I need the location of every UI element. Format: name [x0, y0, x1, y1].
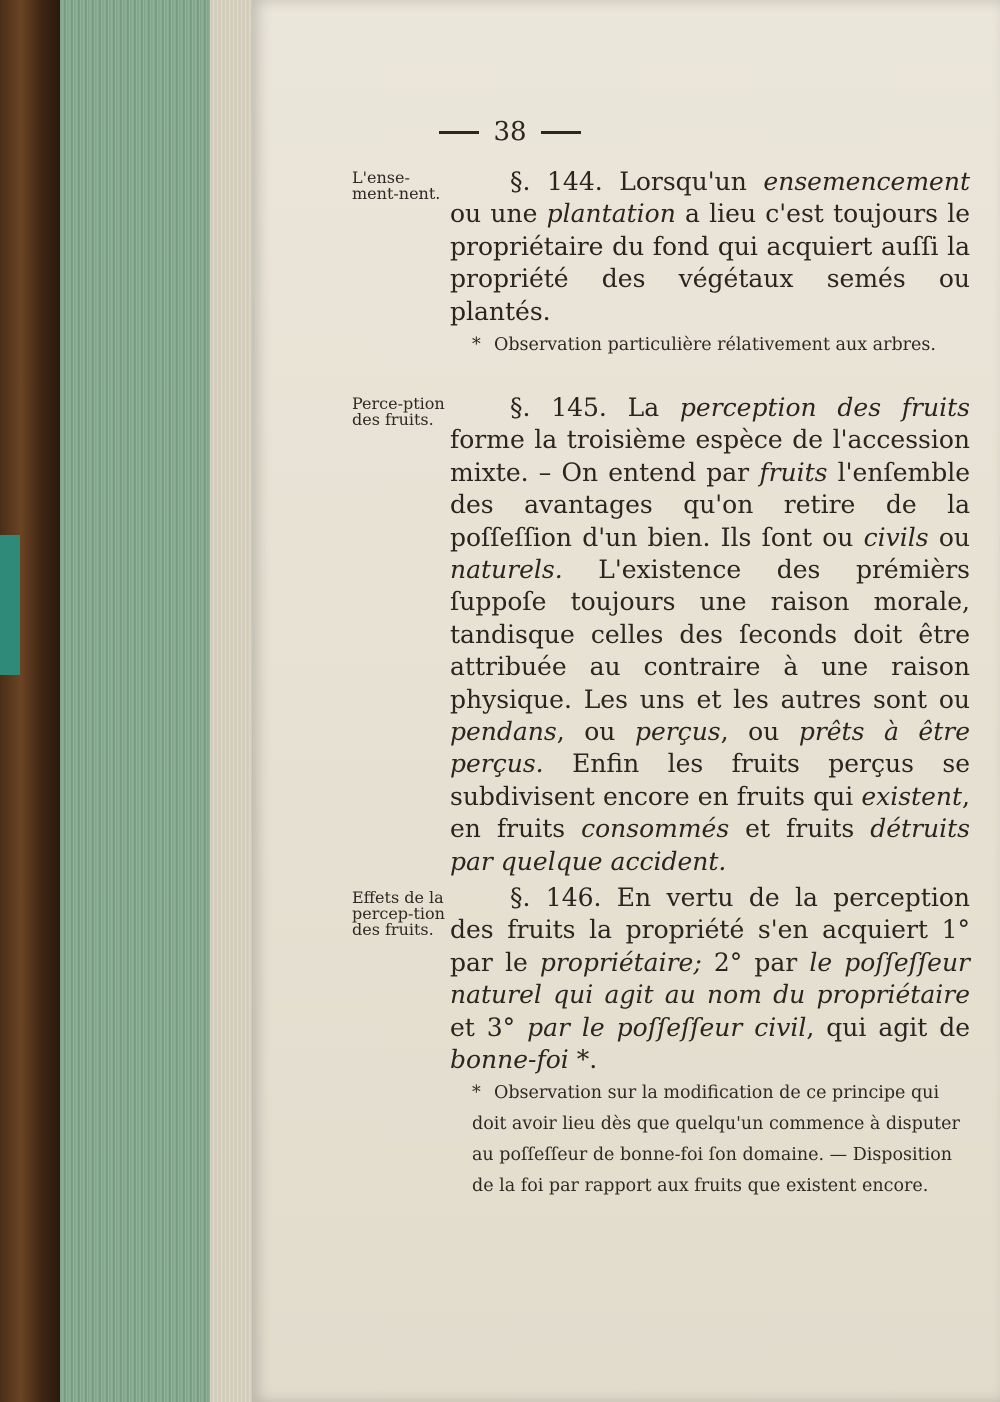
text-run: forme la troisième espèce de l'accession mixte. – On entend par: [450, 425, 970, 487]
text-run: §. 145. La: [510, 393, 680, 422]
text-run: ou: [928, 522, 970, 552]
italic-run: naturels.: [450, 555, 563, 585]
italic-run: bonne-foi: [450, 1045, 569, 1075]
text-run: ou une: [450, 199, 547, 229]
section-146: [450, 882, 970, 1076]
header-dash-right: [541, 131, 581, 134]
italic-run: existent: [861, 781, 963, 811]
text-run: §. 144. Lorsqu'un: [510, 167, 764, 196]
italic-run: plantation: [546, 199, 676, 229]
footnote-text: Observation sur la modification de ce principe qui doit avoir lieu dès que quelqu'un commence à disputer au poſſeſſeur de bonne-foi ſon domaine. — Disposition de la foi par rapport aux fruits que existent encore.: [472, 1083, 960, 1196]
book-cover-edge: [0, 0, 60, 1402]
footnote-text: Observation particulière rélativement aux arbres.: [494, 335, 936, 355]
margin-note-effets: Effets de la percep-tion des fruits.: [352, 888, 445, 939]
italic-run: le poſſeſſeur naturel qui agit au nom du propriétaire: [450, 947, 971, 1010]
page-header: [380, 112, 640, 152]
footnote-marker: *: [472, 1083, 481, 1103]
page-fore-edge: [210, 0, 255, 1402]
italic-run: par le poſſeſſeur civil: [527, 1012, 807, 1042]
italic-run: ensemencement: [763, 167, 970, 196]
text-run: Enfin les fruits perçus se subdivisent encore en fruits qui: [450, 749, 970, 811]
footnote-2: [472, 1078, 970, 1202]
italic-run: perception des fruits: [679, 393, 970, 422]
page-number: 38: [493, 117, 527, 147]
text-run: , ou: [720, 717, 799, 747]
footnote-1: [472, 330, 970, 361]
italic-run: perçus: [634, 717, 721, 747]
margin-note-ensemencement: L'ense-ment-nent.: [352, 168, 441, 203]
text-run: , ou: [556, 717, 635, 747]
cover-marker-strip: [0, 535, 20, 675]
text-run: 2° par: [701, 947, 810, 977]
text-run: et 3°: [450, 1012, 528, 1042]
footnote-marker: *: [472, 335, 481, 355]
italic-run: propriétaire;: [539, 947, 702, 977]
section-145-text: [450, 392, 970, 878]
italic-run: fruits: [759, 457, 828, 487]
text-run: , qui agit de: [806, 1012, 971, 1042]
text-run: §. 146. En vertu de la perception des fruits la propriété s'en acquiert 1° par le: [450, 883, 970, 977]
italic-run: civils: [863, 522, 929, 552]
italic-run: prêts à être perçus.: [450, 717, 971, 779]
section-144-text: [450, 166, 970, 328]
text-run: l'enſemble des avantages qu'on retire de la poſſeſſion d'un bien. Ils ſont ou: [450, 457, 970, 552]
text-run: *.: [568, 1045, 598, 1075]
header-dash-left: [439, 131, 479, 134]
text-run: , en fruits: [450, 781, 970, 844]
italic-run: détruits par quelque accident.: [450, 814, 970, 876]
text-run: a lieu c'est toujours le propriétaire du fond qui acquiert auſſi la propriété des végétaux semés ou plantés.: [450, 199, 971, 326]
section-145: [450, 392, 970, 878]
margin-note-perception: Perce-ption des fruits.: [352, 394, 445, 429]
section-144: [450, 166, 970, 328]
italic-run: consommés: [581, 814, 730, 844]
italic-run: pendans: [450, 717, 557, 747]
text-run: et fruits: [729, 814, 871, 844]
text-run: L'existence des prémièrs ſuppoſe toujours une raison morale, tandisque celles des ſeconds doit être attribuée au contraire à une raison physique. Les uns et les autres sont ou: [450, 555, 970, 714]
section-146-text: [450, 882, 970, 1076]
